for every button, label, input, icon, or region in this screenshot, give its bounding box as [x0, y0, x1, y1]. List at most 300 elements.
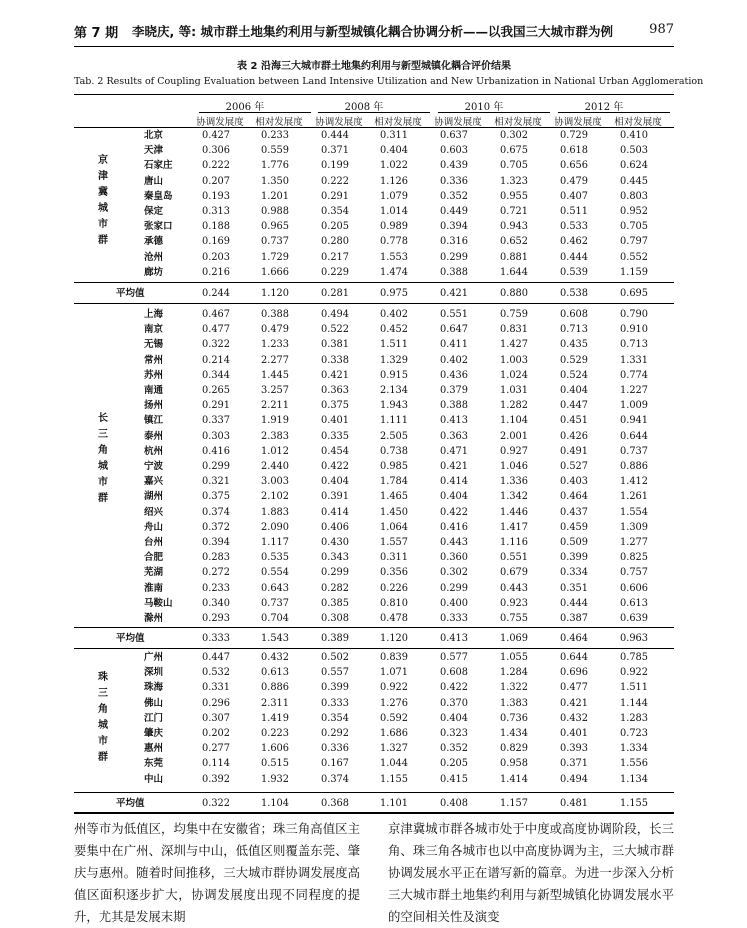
table-cell: 0.352	[439, 190, 469, 202]
city-name: 泰州	[144, 430, 164, 442]
table-cell: 0.223	[260, 728, 290, 739]
city-name: 南通	[144, 385, 164, 396]
table-cell: 0.797	[619, 236, 649, 248]
table-cell: 0.613	[619, 597, 649, 609]
table-cell: 0.331	[201, 682, 231, 694]
table-row	[74, 368, 674, 383]
table-cell: 1.553	[379, 251, 409, 263]
table-cell: 0.535	[260, 552, 290, 564]
table-row	[74, 429, 674, 444]
average-cell: 0.322	[201, 798, 231, 809]
table-cell: 0.229	[320, 266, 350, 278]
body-text-right	[388, 818, 674, 928]
city-name: 承德	[144, 236, 164, 248]
city-name: 江门	[144, 712, 164, 724]
table-row	[74, 611, 674, 626]
group-label-char: 城	[98, 461, 108, 472]
table-cell: 0.351	[559, 582, 589, 594]
column-header: 相对发展度	[255, 117, 303, 128]
table-cell: 0.624	[619, 160, 649, 172]
average-cell: 0.538	[559, 288, 589, 299]
table-cell: 0.422	[320, 461, 350, 472]
group-rule	[74, 792, 674, 793]
table-cell: 1.932	[260, 773, 290, 785]
header-rule	[74, 46, 674, 47]
table-cell: 0.354	[320, 712, 350, 724]
page-number: 987	[649, 22, 674, 37]
table-cell: 1.606	[260, 743, 290, 755]
group-label-char: 市	[98, 736, 108, 747]
table-cell: 2.440	[260, 461, 290, 472]
table-cell: 0.511	[559, 206, 589, 217]
table-cell: 0.989	[379, 221, 409, 233]
table-cell: 0.910	[619, 324, 649, 336]
table-cell: 1.126	[379, 175, 409, 187]
table-cell: 0.387	[559, 613, 589, 624]
table-cell: 0.477	[201, 324, 231, 336]
average-cell: 0.413	[439, 633, 469, 644]
table-cell: 0.222	[320, 175, 350, 187]
table-cell: 0.551	[439, 309, 469, 320]
table-cell: 1.383	[499, 697, 529, 709]
table-cell: 0.337	[201, 415, 231, 427]
table-cell: 0.533	[559, 221, 589, 233]
table-row	[74, 696, 674, 711]
table-cell: 0.321	[201, 476, 231, 488]
group-label-char: 角	[98, 704, 108, 715]
table-cell: 0.222	[201, 160, 231, 172]
issue-label: 第 7 期	[74, 26, 119, 41]
group-label-char: 群	[98, 235, 108, 246]
year-underline	[318, 112, 430, 113]
table-cell: 0.372	[201, 521, 231, 533]
table-cell: 1.350	[260, 175, 290, 187]
average-cell: 0.481	[559, 798, 589, 809]
table-cell: 0.292	[320, 728, 350, 739]
table-cell: 0.426	[559, 430, 589, 442]
table-cell: 0.291	[320, 190, 350, 202]
average-cell: 0.421	[439, 288, 469, 299]
table-cell: 0.444	[559, 597, 589, 609]
group-label-char: 市	[98, 477, 108, 488]
table-cell: 0.432	[559, 712, 589, 724]
table-cell: 2.383	[260, 430, 290, 442]
table-cell: 0.404	[320, 476, 350, 488]
table-cell: 0.316	[439, 236, 469, 248]
table-cell: 0.188	[201, 221, 231, 233]
table-cell: 0.637	[439, 130, 469, 141]
table-cell: 1.003	[499, 354, 529, 366]
table-cell: 0.557	[320, 667, 350, 679]
table-row	[74, 398, 674, 413]
table-row	[74, 158, 674, 173]
average-row	[74, 286, 674, 301]
table-cell: 0.296	[201, 697, 231, 709]
table-cell: 0.886	[260, 682, 290, 694]
table-cell: 0.432	[260, 652, 290, 663]
table-cell: 1.511	[379, 339, 409, 351]
average-cell: 1.120	[260, 288, 290, 299]
table-row	[74, 581, 674, 596]
table-cell: 0.922	[379, 682, 409, 694]
table-cell: 0.479	[260, 324, 290, 336]
table-cell: 0.439	[439, 160, 469, 172]
average-cell: 1.155	[619, 798, 649, 809]
table-cell: 1.434	[499, 728, 529, 739]
table-cell: 0.810	[379, 597, 409, 609]
table-cell: 2.277	[260, 354, 290, 366]
table-cell: 0.443	[439, 537, 469, 548]
table-bottom-rule	[74, 812, 674, 813]
table-cell: 0.831	[499, 324, 529, 336]
table-cell: 0.354	[320, 206, 350, 217]
table-cell: 0.736	[499, 712, 529, 724]
table-cell: 0.644	[559, 652, 589, 663]
table-cell: 0.323	[439, 728, 469, 739]
table-cell: 0.371	[559, 758, 589, 770]
table-row	[74, 535, 674, 550]
table-cell: 0.451	[559, 415, 589, 427]
table-cell: 0.839	[379, 652, 409, 663]
table-row	[74, 143, 674, 158]
group-label-char: 城	[98, 720, 108, 731]
table-row	[74, 204, 674, 219]
city-name: 淮南	[144, 582, 164, 594]
table-row	[74, 322, 674, 337]
table-cell: 0.335	[320, 430, 350, 442]
table-cell: 0.370	[439, 697, 469, 709]
table-cell: 1.686	[379, 728, 409, 739]
city-name: 廊坊	[144, 266, 164, 278]
table-cell: 1.554	[619, 506, 649, 518]
table-cell: 0.422	[439, 682, 469, 694]
table-cell: 0.416	[201, 445, 231, 457]
year-header: 2012 年	[584, 102, 624, 113]
table-cell: 0.413	[439, 415, 469, 427]
table-cell: 1.883	[260, 506, 290, 518]
table-cell: 1.227	[619, 385, 649, 396]
city-name: 佛山	[144, 697, 164, 709]
table-cell: 0.311	[379, 552, 409, 564]
table-cell: 1.414	[499, 773, 529, 785]
table-cell: 1.334	[619, 743, 649, 755]
city-name: 马鞍山	[144, 597, 173, 609]
table-cell: 0.436	[439, 369, 469, 381]
table-cell: 0.679	[499, 567, 529, 579]
table-cell: 1.009	[619, 400, 649, 412]
table-cell: 0.449	[439, 206, 469, 217]
table-cell: 0.524	[559, 369, 589, 381]
table-cell: 1.666	[260, 266, 290, 278]
table-cell: 1.201	[260, 190, 290, 202]
table-cell: 0.803	[619, 190, 649, 202]
average-cell: 0.333	[201, 633, 231, 644]
table-cell: 0.509	[559, 537, 589, 548]
table-cell: 1.427	[499, 339, 529, 351]
table-cell: 1.071	[379, 667, 409, 679]
table-row	[74, 520, 674, 535]
table-cell: 0.214	[201, 354, 231, 366]
table-cell: 0.927	[499, 445, 529, 457]
table-cell: 0.199	[320, 160, 350, 172]
table-cell: 0.311	[379, 130, 409, 141]
table-cell: 1.327	[379, 743, 409, 755]
year-underline	[558, 112, 670, 113]
table-row	[74, 307, 674, 322]
table-cell: 0.757	[619, 567, 649, 579]
body-paragraph-right: 京津冀城市群各城市处于中度或高度协调阶段，长三角、珠三角各城市也以中高度协调为主，三大城市群协调发展水平正在谱写新的篇章。为进一步深入分析三大城市群土地集约利用与新型城镇化协调发展水平的空间相关性及演变	[388, 821, 674, 924]
table-cell: 0.729	[559, 130, 589, 141]
table-caption-cn: 表 2 沿海三大城市群土地集约利用与新型城镇化耦合评价结果	[237, 61, 511, 72]
table-cell: 0.167	[320, 758, 350, 770]
city-name: 嘉兴	[144, 476, 164, 488]
group-rule	[74, 813, 674, 814]
table-cell: 1.729	[260, 251, 290, 263]
table-cell: 0.444	[559, 251, 589, 263]
average-cell: 1.069	[499, 633, 529, 644]
average-cell: 0.408	[439, 798, 469, 809]
table-cell: 0.447	[201, 652, 231, 663]
table-cell: 1.031	[499, 385, 529, 396]
average-cell: 0.963	[619, 633, 649, 644]
table-cell: 0.352	[439, 743, 469, 755]
running-header	[74, 22, 674, 46]
table-cell: 0.203	[201, 251, 231, 263]
table-cell: 0.280	[320, 236, 350, 248]
table-row	[74, 772, 674, 787]
table-cell: 0.656	[559, 160, 589, 172]
table-cell: 0.360	[439, 552, 469, 564]
table-cell: 0.955	[499, 190, 529, 202]
city-name: 北京	[144, 130, 164, 141]
table-cell: 0.282	[320, 582, 350, 594]
table-cell: 0.705	[619, 221, 649, 233]
average-cell: 1.157	[499, 798, 529, 809]
table-cell: 0.467	[201, 309, 231, 320]
table-cell: 0.737	[619, 445, 649, 457]
table-cell: 1.445	[260, 369, 290, 381]
table-cell: 0.559	[260, 145, 290, 157]
table-cell: 0.985	[379, 461, 409, 472]
table-cell: 0.577	[439, 652, 469, 663]
table-cell: 1.331	[619, 354, 649, 366]
table-cell: 0.393	[559, 743, 589, 755]
city-name: 湖州	[144, 491, 164, 503]
table-cell: 0.447	[559, 400, 589, 412]
table-cell: 0.381	[320, 339, 350, 351]
table-cell: 0.705	[499, 160, 529, 172]
table-row	[74, 174, 674, 189]
average-cell: 1.101	[379, 798, 409, 809]
table-cell: 0.394	[201, 537, 231, 548]
table-cell: 0.379	[439, 385, 469, 396]
table-cell: 0.411	[439, 339, 469, 351]
column-header: 协调发展度	[434, 117, 482, 128]
table-cell: 0.277	[201, 743, 231, 755]
table-cell: 0.647	[439, 324, 469, 336]
table-cell: 0.308	[320, 613, 350, 624]
table-cell: 0.430	[320, 537, 350, 548]
table-cell: 0.696	[559, 667, 589, 679]
table-cell: 0.217	[320, 251, 350, 263]
table-cell: 1.044	[379, 758, 409, 770]
table-row	[74, 741, 674, 756]
column-header: 相对发展度	[494, 117, 542, 128]
year-underline	[199, 112, 311, 113]
city-name: 珠海	[144, 682, 164, 694]
table-cell: 1.919	[260, 415, 290, 427]
table-cell: 0.478	[379, 613, 409, 624]
table-cell: 0.723	[619, 728, 649, 739]
table-cell: 0.923	[499, 597, 529, 609]
table-cell: 0.400	[439, 597, 469, 609]
table-cell: 2.090	[260, 521, 290, 533]
table-cell: 0.363	[320, 385, 350, 396]
table-cell: 0.265	[201, 385, 231, 396]
city-name: 唐山	[144, 175, 164, 187]
body-paragraph-left: 州等市为低值区，均集中在安徽省；珠三角高值区主要集中在广州、深圳与中山，低值区则覆盖东莞、肇庆与惠州。随着时间推移，三大城市群协调发展度高值区面积逐步扩大，协调发展度出现不同程度的提升，尤其是发展末期	[74, 821, 360, 924]
table-cell: 0.459	[559, 521, 589, 533]
table-cell: 0.503	[619, 145, 649, 157]
city-name: 无锡	[144, 339, 164, 351]
city-name: 台州	[144, 537, 164, 548]
table-cell: 0.421	[439, 461, 469, 472]
average-label: 平均值	[116, 798, 145, 809]
table-cell: 1.417	[499, 521, 529, 533]
table-cell: 0.399	[320, 682, 350, 694]
city-name: 芜湖	[144, 567, 164, 579]
table-cell: 1.309	[619, 521, 649, 533]
city-name: 保定	[144, 206, 164, 217]
table-cell: 1.155	[379, 773, 409, 785]
table-cell: 1.322	[499, 682, 529, 694]
table-cell: 1.329	[379, 354, 409, 366]
group-label-char: 冀	[98, 187, 108, 198]
table-cell: 1.022	[379, 160, 409, 172]
table-cell: 0.778	[379, 236, 409, 248]
table-cell: 1.784	[379, 476, 409, 488]
table-cell: 0.414	[320, 506, 350, 518]
table-cell: 0.340	[201, 597, 231, 609]
table-cell: 0.333	[320, 697, 350, 709]
city-name: 惠州	[144, 743, 164, 755]
table-cell: 0.881	[499, 251, 529, 263]
table-cell: 3.257	[260, 385, 290, 396]
table-cell: 0.644	[619, 430, 649, 442]
table-cell: 0.454	[320, 445, 350, 457]
city-name: 上海	[144, 309, 164, 320]
table-cell: 1.079	[379, 190, 409, 202]
table-row	[74, 413, 674, 428]
table-row	[74, 189, 674, 204]
table-row	[74, 565, 674, 580]
table-cell: 1.261	[619, 491, 649, 503]
running-title: 李晓庆, 等: 城市群土地集约利用与新型城镇化耦合协调分析——以我国三大城市群为例	[132, 24, 613, 39]
city-name: 宁波	[144, 461, 164, 472]
table-cell: 0.385	[320, 597, 350, 609]
city-name: 广州	[144, 652, 164, 663]
table-cell: 0.652	[499, 236, 529, 248]
table-cell: 0.915	[379, 369, 409, 381]
table-cell: 2.134	[379, 385, 409, 396]
table-row	[74, 353, 674, 368]
average-cell: 0.244	[201, 288, 231, 299]
table-row	[74, 489, 674, 504]
table-cell: 0.205	[320, 221, 350, 233]
group-rule	[74, 627, 674, 628]
table-cell: 1.336	[499, 476, 529, 488]
table-cell: 1.046	[499, 461, 529, 472]
table-cell: 0.403	[559, 476, 589, 488]
table-row	[74, 250, 674, 265]
table-cell: 1.511	[619, 682, 649, 694]
table-cell: 0.738	[379, 445, 409, 457]
city-name: 张家口	[144, 221, 173, 233]
table-cell: 0.322	[201, 339, 231, 351]
table-cell: 0.402	[439, 354, 469, 366]
table-cell: 1.104	[499, 415, 529, 427]
table-cell: 0.444	[320, 130, 350, 141]
table-cell: 0.721	[499, 206, 529, 217]
table-cell: 0.336	[320, 743, 350, 755]
table-cell: 0.404	[559, 385, 589, 396]
table-cell: 0.941	[619, 415, 649, 427]
table-row	[74, 459, 674, 474]
table-cell: 0.737	[260, 597, 290, 609]
table-row	[74, 128, 674, 143]
table-cell: 0.427	[201, 130, 231, 141]
table-cell: 0.407	[559, 190, 589, 202]
table-cell: 1.064	[379, 521, 409, 533]
average-label: 平均值	[116, 633, 145, 644]
table-cell: 0.226	[379, 582, 409, 594]
table-cell: 0.338	[320, 354, 350, 366]
table-cell: 1.014	[379, 206, 409, 217]
table-cell: 0.299	[201, 461, 231, 472]
table-cell: 0.608	[439, 667, 469, 679]
table-cell: 0.829	[499, 743, 529, 755]
city-name: 扬州	[144, 400, 164, 412]
table-cell: 0.759	[499, 309, 529, 320]
table-cell: 1.144	[619, 697, 649, 709]
table-cell: 0.306	[201, 145, 231, 157]
table-cell: 1.277	[619, 537, 649, 548]
table-cell: 0.608	[559, 309, 589, 320]
table-cell: 0.713	[619, 339, 649, 351]
table-cell: 0.216	[201, 266, 231, 278]
group-rule	[74, 303, 674, 304]
table-cell: 0.943	[499, 221, 529, 233]
table-cell: 0.421	[559, 697, 589, 709]
table-cell: 0.443	[499, 582, 529, 594]
average-cell: 0.464	[559, 633, 589, 644]
average-cell: 0.880	[499, 288, 529, 299]
table-cell: 0.790	[619, 309, 649, 320]
city-name: 苏州	[144, 369, 164, 381]
city-name: 舟山	[144, 521, 164, 533]
table-cell: 0.202	[201, 728, 231, 739]
table-cell: 0.502	[320, 652, 350, 663]
table-cell: 0.344	[201, 369, 231, 381]
table-cell: 1.159	[619, 266, 649, 278]
group-label-char: 长	[98, 413, 108, 424]
table-cell: 0.272	[201, 567, 231, 579]
table-cell: 0.527	[559, 461, 589, 472]
table-row	[74, 756, 674, 771]
table-cell: 1.284	[499, 667, 529, 679]
group-rule	[74, 282, 674, 283]
group-label-char: 市	[98, 219, 108, 230]
